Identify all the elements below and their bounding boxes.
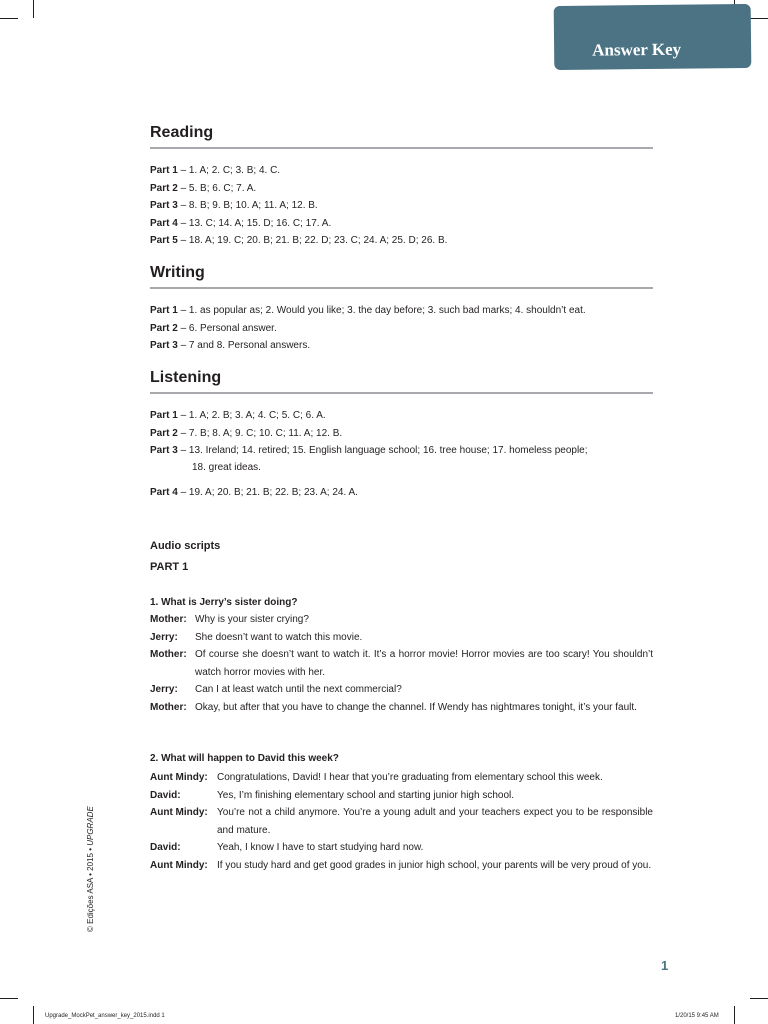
reading-part-5: Part 5 – 18. A; 19. C; 20. B; 21. B; 22. D; 23. C; 24. A; 25. D; 26. B. [150,235,448,246]
crop-mark [734,1006,735,1024]
reading-part-3: Part 3 – 8. B; 9. B; 10. A; 11. A; 12. B. [150,200,318,211]
crop-mark [750,998,768,999]
dialogue-line: Jerry: She doesn’t want to watch this movie. [150,631,363,643]
listening-part-2: Part 2 – 7. B; 8. A; 9. C; 10. C; 11. A; 12. B. [150,428,343,439]
dialogue-line: David: Yes, I’m finishing elementary school and starting junior high school. [150,789,515,801]
audio-part-heading: PART 1 [150,561,189,573]
dialogue-line: Jerry: Can I at least watch until the next commercial? [150,684,402,696]
listening-part-1: Part 1 – 1. A; 2. B; 3. A; 4. C; 5. C; 6. A. [150,410,326,421]
writing-title: Writing [150,264,205,281]
answer-key-tab [554,4,752,70]
reading-title: Reading [150,124,214,141]
section-divider [150,147,653,149]
crop-mark [33,1006,34,1024]
dialogue-2 [150,769,653,875]
writing-part-3: Part 3 – 7 and 8. Personal answers. [150,340,311,351]
dialogue-line: Mother: Why is your sister crying? [150,614,309,625]
reading-part-1: Part 1 – 1. A; 2. C; 3. B; 4. C. [150,165,281,176]
date-slug: 1/20/15 9:45 AM [675,1013,719,1019]
listening-part-4: Part 4 – 19. A; 20. B; 21. B; 22. B; 23. A; 24. A. [150,487,358,498]
dialogue-line: Aunt Mindy: Congratulations, David! I hear that you’re graduating from elementary school this week. [150,772,603,783]
dialogue-line: Mother: Okay, but after that you have to change the channel. If Wendy has nightmares tonight, it’s your fault. [150,701,637,713]
reading-part-2: Part 2 – 5. B; 6. C; 7. A. [150,183,257,194]
dialogue-line: Aunt Mindy: If you study hard and get good grades in junior high school, your parents will be very proud of you. [150,859,652,871]
crop-mark [33,0,34,18]
answer-key-label: Answer Key [592,39,682,60]
audio-scripts-heading: Audio scripts [150,540,221,552]
reading-part-4: Part 4 – 13. C; 14. A; 15. D; 16. C; 17. A. [150,218,332,229]
dialogue-line: Mother: Of course she doesn’t want to watch it. It’s a horror movie! Horror movies are too scary! You shouldn’t watch horror movies with her. [150,649,653,678]
crop-mark [0,998,18,999]
question-1: 1. What is Jerry’s sister doing? [150,597,298,608]
section-divider [150,287,653,289]
file-slug: Upgrade_MockPet_answer_key_2015.indd 1 [45,1013,165,1019]
page-number: 1 [661,958,669,973]
listening-part-3: Part 3 – 13. Ireland; 14. retired; 15. English language school; 16. tree house; 17. homeless people; [150,445,588,456]
listening-title: Listening [150,369,222,386]
copyright-notice: © Edições ASA • 2015 • UPGRADE [86,806,95,932]
question-2: 2. What will happen to David this week? [150,753,339,764]
section-divider [150,392,653,394]
dialogue-1 [150,611,653,717]
writing-part-1: Part 1 – 1. as popular as; 2. Would you like; 3. the day before; 3. such bad marks; 4. shouldn’t eat. [150,305,586,316]
dialogue-line: Aunt Mindy: You’re not a child anymore. You’re a young adult and your teachers expect you to be responsible and mature. [150,807,653,836]
crop-mark [0,18,18,19]
listening-part-3-continuation: 18. great ideas. [192,462,261,473]
dialogue-line: David: Yeah, I know I have to start studying hard now. [150,842,424,854]
writing-part-2: Part 2 – 6. Personal answer. [150,323,277,334]
crop-mark [750,18,768,19]
